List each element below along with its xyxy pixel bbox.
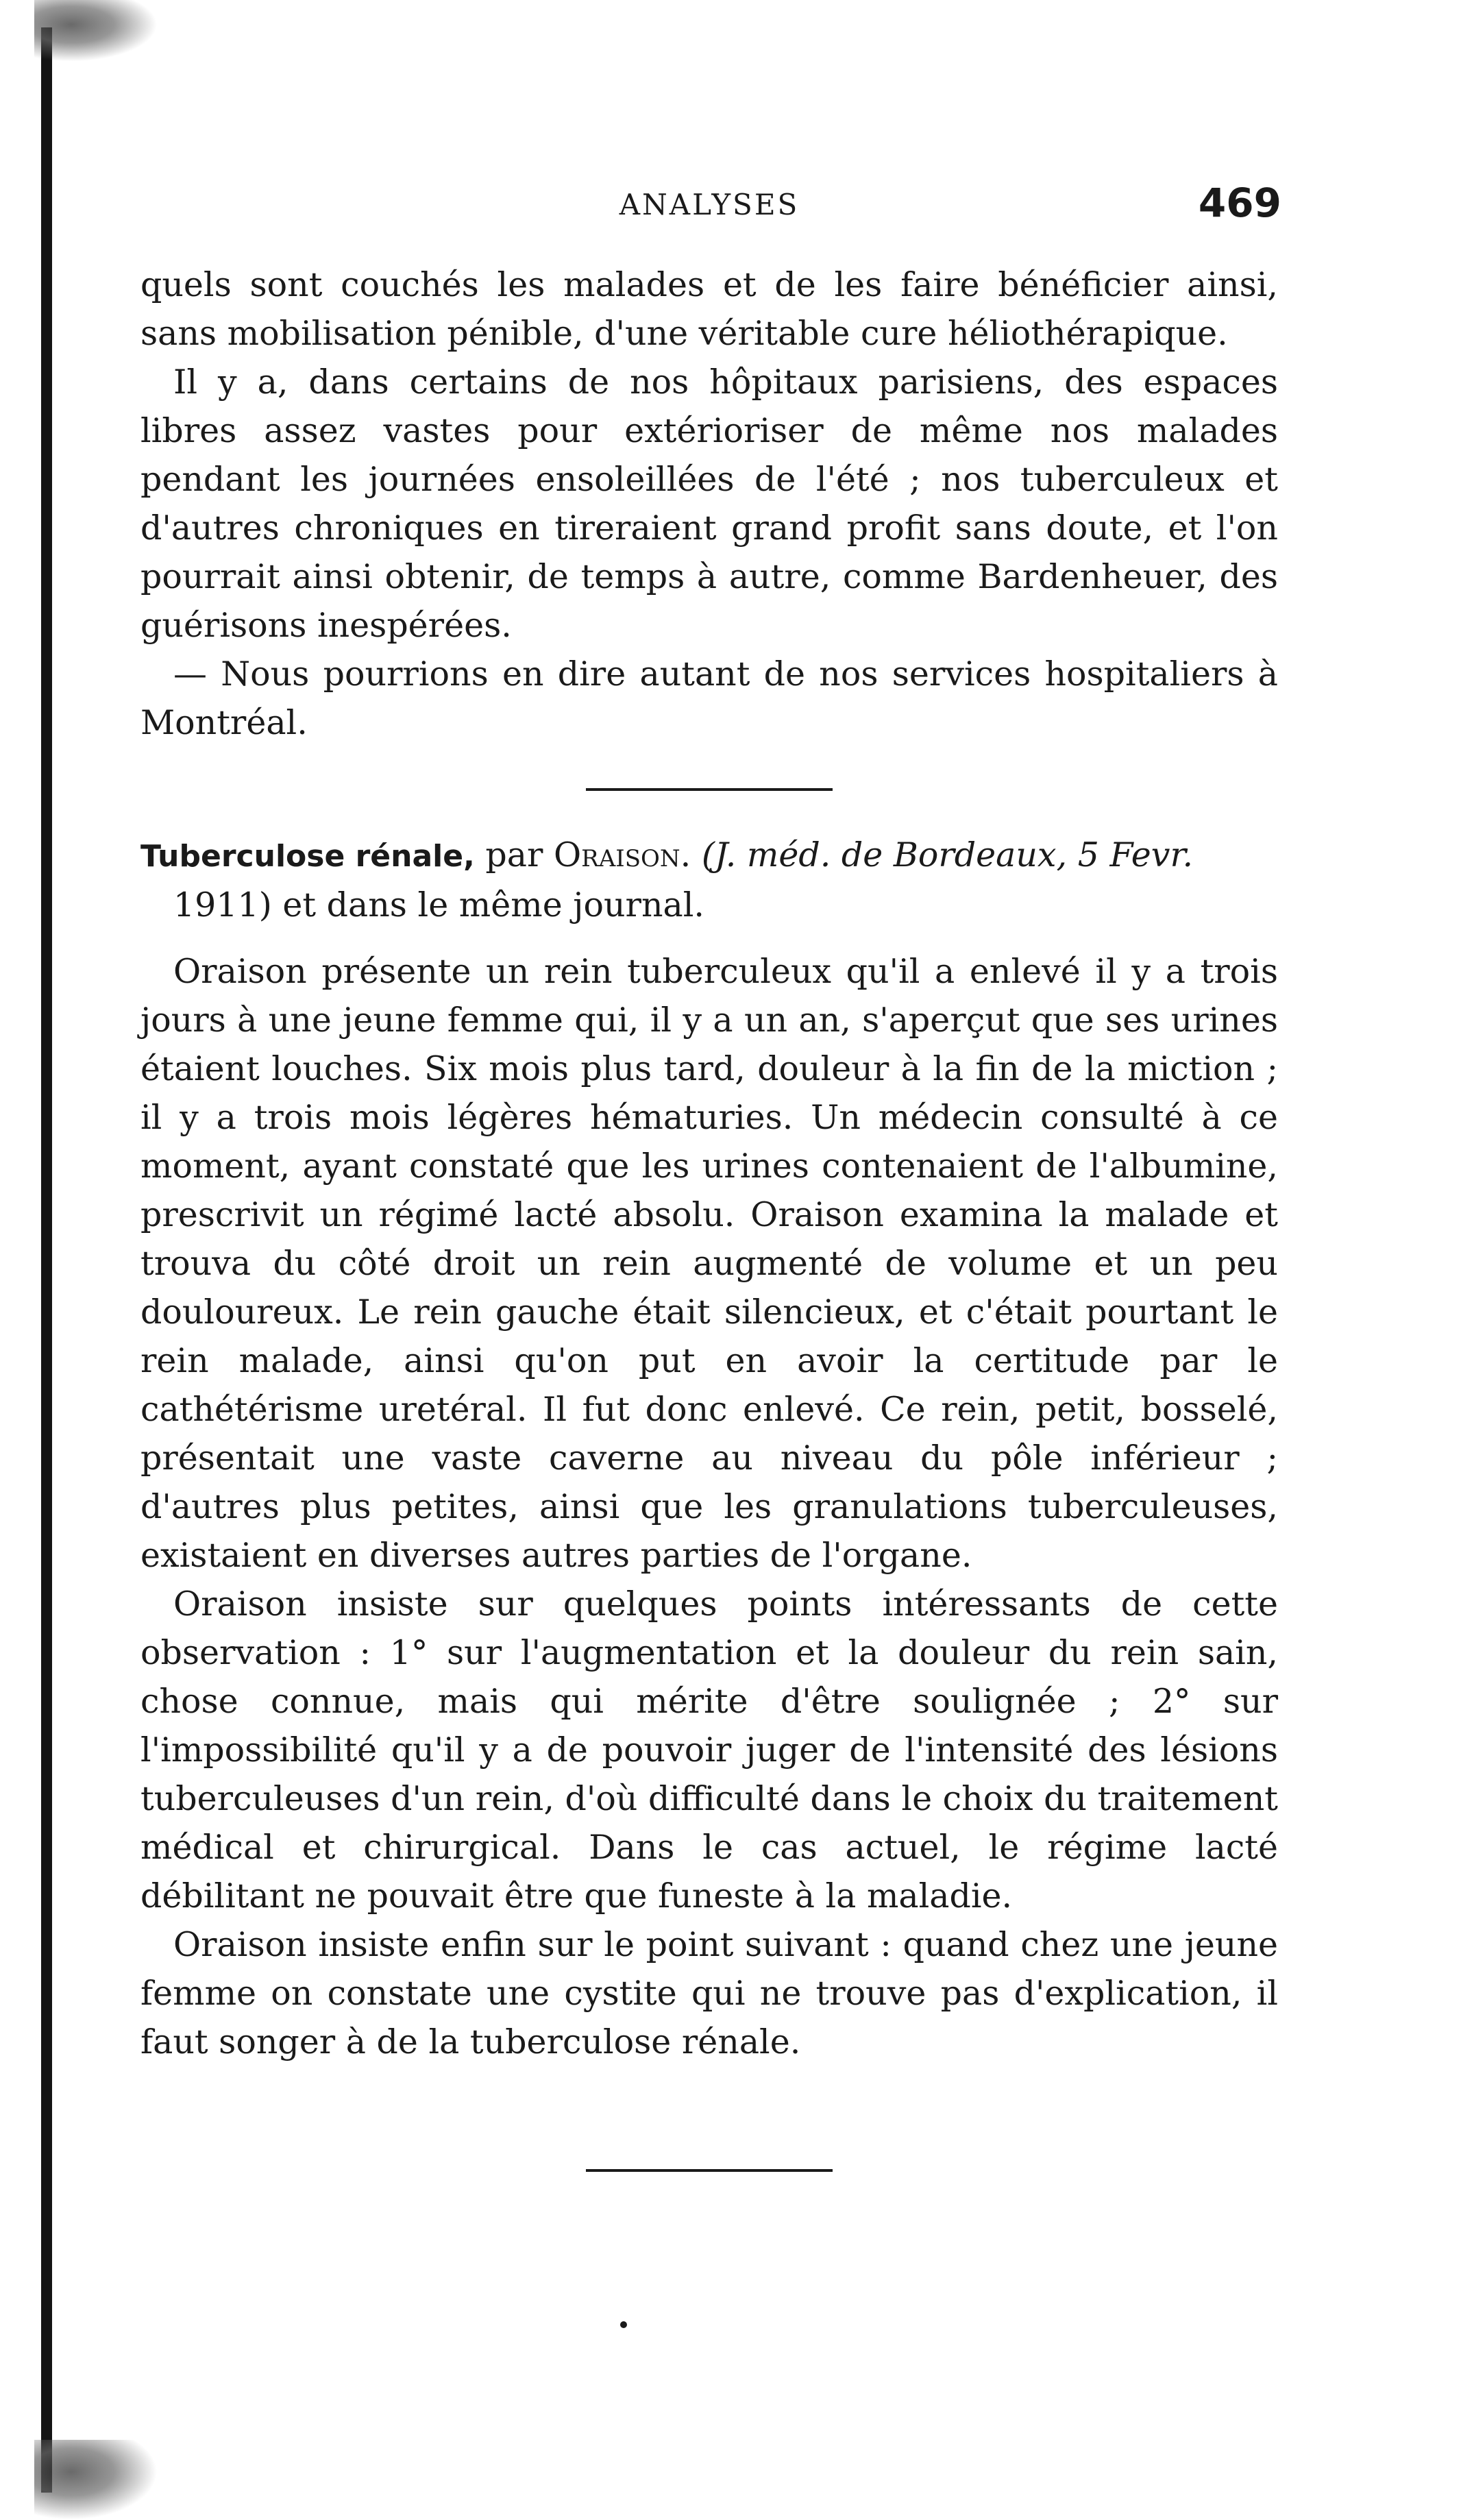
stray-mark (620, 2321, 627, 2328)
page-header (137, 180, 1281, 234)
section-divider (586, 788, 833, 791)
article-heading (140, 831, 1278, 929)
article-title: Tuberculose rénale, (140, 839, 475, 874)
page-edge-rule (41, 27, 52, 2493)
article-paragraph-1: Oraison présente un rein tuberculeux qu'il a enlevé il y a trois jours à une jeune femme qui, il y a un an, s'aperçut que ses urines étaient louches. Six mois plus tard, douleur à la fin de la miction ; il y a trois mois légères hématuries. Un médecin consulté à ce moment, ayant constaté que les urines contenaient de l'albumine, prescrivit un régimé lacté absolu. Oraison examina la malade et trouva du côté droit un rein augmenté de volume et un peu douloureux. Le rein gauche était silencieux, et c'était pourtant le rein malade, ainsi qu'on put en avoir la certitude par le cathétérisme uretéral. Il fut donc enlevé. Ce rein, petit, bosselé, présentait une vaste caverne au niveau du pôle inférieur ; d'autres plus petites, ainsi que les granulations tuberculeuses, existaient en diverses autres parties de l'organe. (140, 952, 1278, 1575)
article-journal: (J. méd. de Bordeaux, 5 Fevr. (701, 835, 1194, 874)
article-paragraph-2: Oraison insiste sur quelques points intéressants de cette observation : 1° sur l'augmentation et la douleur du rein sain, chose connue, mais qui mérite d'être soulignée ; 2° sur l'impossibilité qu'il y a de pouvoir juger de l'intensité des lésions tuberculeuses d'un rein, d'où difficulté dans le choix du traitement médical et chirurgical. Dans le cas actuel, le régime lacté débilitant ne pouvait être que funeste à la maladie. (140, 1585, 1278, 1916)
article-paragraph-3: Oraison insiste enfin sur le point suivant : quand chez une jeune femme on constate une cystite qui ne trouve pas d'explication, il faut songer à de la tuberculose rénale. (140, 1925, 1278, 2062)
scan-artifact-bottom (34, 2440, 158, 2520)
page-number: 469 (1198, 180, 1281, 226)
article-journal-cont: 1911) et dans le même journal. (173, 885, 704, 925)
article-author: Oraison. (553, 835, 691, 874)
page-body (140, 260, 1278, 2172)
article-by: par (485, 835, 543, 874)
running-head: ANALYSES (619, 188, 800, 221)
continuation-paragraph-1: quels sont couchés les malades et de les faire bénéficier ainsi, sans mobilisation pénible, d'une véritable cure héliothérapique. (140, 265, 1278, 353)
continuation-paragraph-3: — Nous pourrions en dire autant de nos services hospitaliers à Montréal. (140, 655, 1278, 742)
continuation-paragraph-2: Il y a, dans certains de nos hôpitaux parisiens, des espaces libres assez vastes pour extérioriser de même nos malades pendant les journées ensoleillées de l'été ; nos tuberculeux et d'autres chroniques en tireraient grand profit sans doute, et l'on pourrait ainsi obtenir, de temps à autre, comme Bardenheuer, des guérisons inespérées. (140, 363, 1278, 645)
end-divider (586, 2169, 833, 2172)
scan-artifact-top (34, 0, 158, 62)
